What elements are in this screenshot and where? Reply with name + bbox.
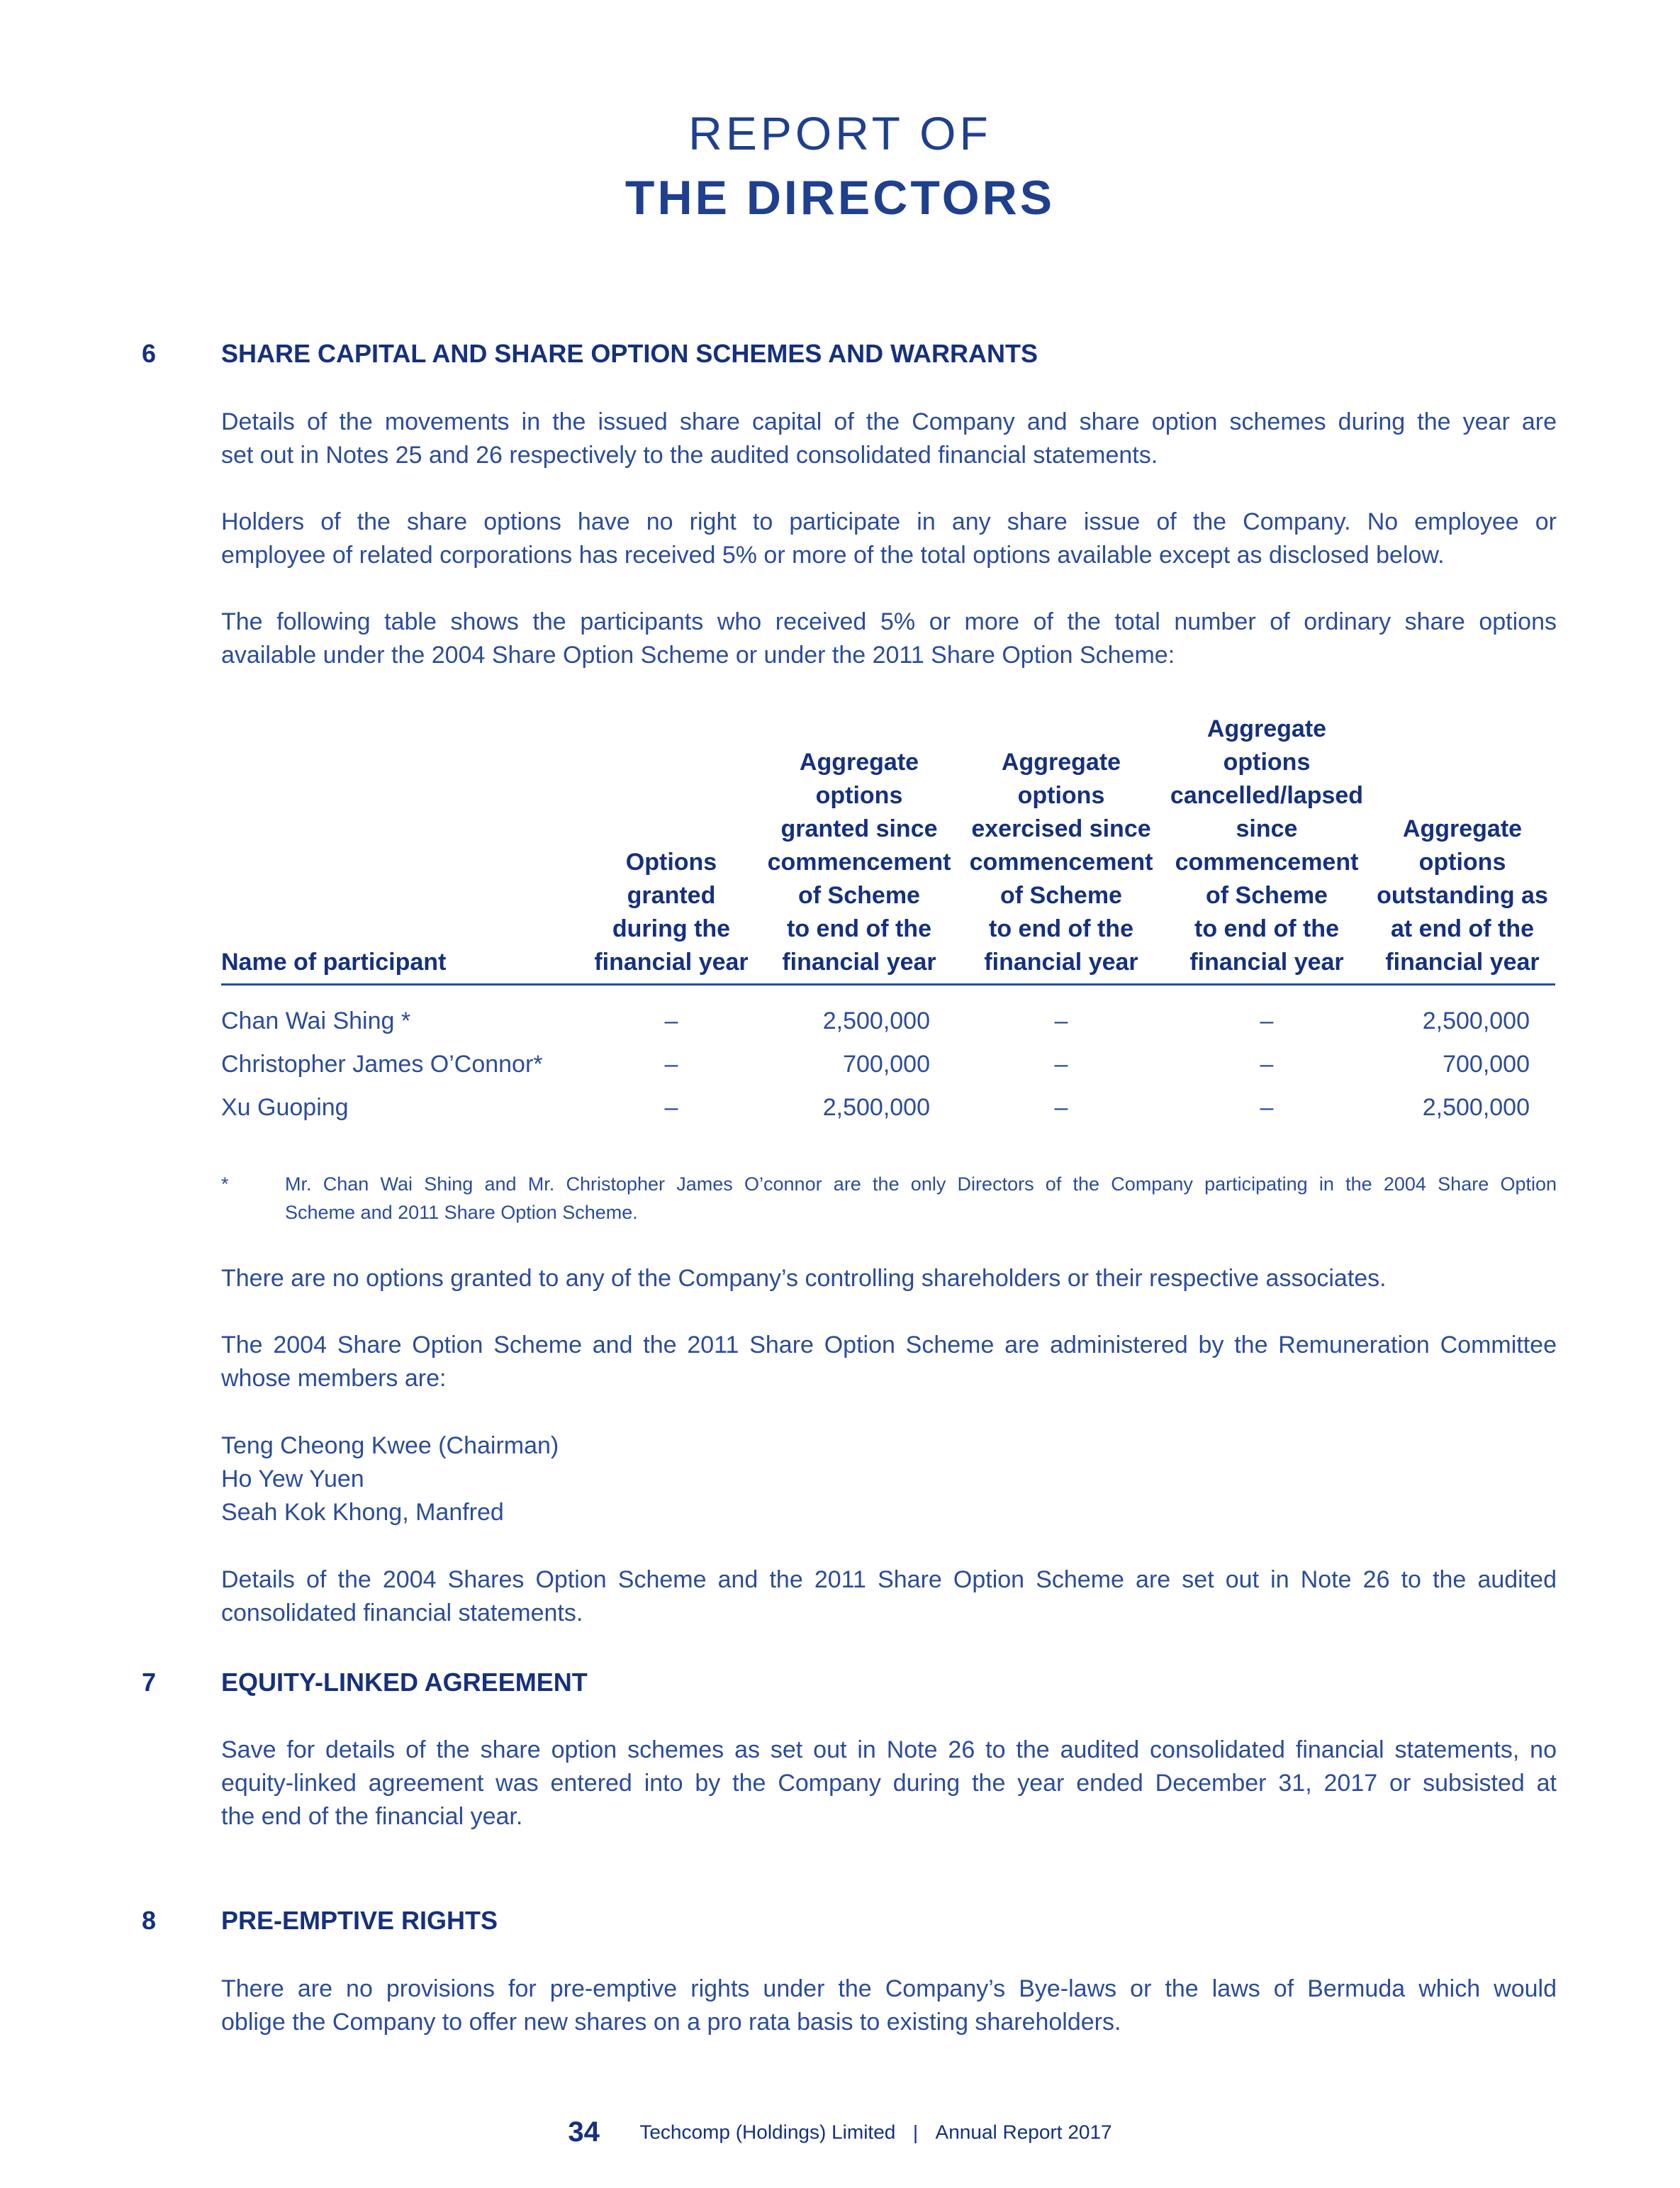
company-name: Techcomp (Holdings) Limited (639, 2121, 896, 2143)
text-line: equity-linked agreement was entered into by the Company during the year ended December 31, 2017 or subsisted at (221, 1770, 1557, 1797)
cell-aggregate-exercised: – (1054, 1094, 1068, 1121)
cell-aggregate-cancelled: – (1260, 1051, 1274, 1078)
col-header-aggregate-cancelled (1164, 713, 1370, 985)
col-header-aggregate-outstanding (1370, 713, 1555, 985)
cell-aggregate-exercised: – (1054, 1051, 1068, 1078)
s6-paragraph-2 (221, 506, 1557, 572)
member-name: Teng Cheong Kwee (Chairman) (221, 1432, 559, 1459)
header-text: options (1017, 782, 1105, 809)
committee-members (221, 1429, 559, 1529)
col-header-aggregate-exercised (958, 713, 1164, 985)
cell-aggregate-outstanding: 700,000 (1443, 1051, 1530, 1078)
header-text: of Scheme (798, 882, 920, 909)
s7-paragraph-1 (221, 1734, 1557, 1833)
header-text: options (1418, 849, 1506, 876)
header-text: commencement (1175, 849, 1359, 876)
member-name: Ho Yew Yuen (221, 1466, 364, 1492)
text-line: Scheme and 2011 Share Option Scheme. (285, 1202, 638, 1223)
header-text: options (815, 782, 903, 809)
section-8-number: 8 (142, 1906, 157, 1935)
header-text: to end of the (989, 915, 1133, 942)
header-text: financial year (984, 949, 1138, 976)
header-text: to end of the (787, 915, 931, 942)
header-text: at end of the (1390, 915, 1535, 942)
header-text: Aggregate (799, 749, 919, 776)
header-text: granted (627, 882, 716, 909)
text-line: consolidated financial statements. (221, 1600, 583, 1626)
table-row (221, 1043, 1555, 1086)
page-number: 34 (568, 2116, 600, 2148)
header-text: to end of the (1194, 915, 1339, 942)
header-text: Aggregate (1206, 715, 1327, 742)
report-name: Annual Report 2017 (935, 2121, 1112, 2143)
header-text: exercised since (971, 815, 1151, 842)
participant-name: Chan Wai Shing * (221, 1008, 411, 1034)
section-6-title: SHARE CAPITAL AND SHARE OPTION SCHEMES AND WARRANTS (221, 339, 1038, 368)
page-footer (0, 2116, 1680, 2148)
text-line: set out in Notes 25 and 26 respectively to the audited consolidated financial statements. (221, 442, 1158, 469)
header-text: financial year (594, 949, 749, 976)
text-line: Mr. Chan Wai Shing and Mr. Christopher James O’connor are the only Directors of the Company participating in the 2004 Share Option (285, 1173, 1557, 1195)
header-text: since (1236, 815, 1298, 842)
section-7-title: EQUITY-LINKED AGREEMENT (221, 1668, 588, 1697)
col-header-granted-during-year (583, 713, 760, 985)
header-text: Name of participant (221, 949, 447, 976)
text-line: The following table shows the participants who received 5% or more of the total number of ordinary share options (221, 608, 1557, 635)
header-text: during the (612, 915, 731, 942)
text-line: oblige the Company to offer new shares on a pro rata basis to existing shareholders. (221, 2009, 1121, 2036)
participant-name: Xu Guoping (221, 1094, 349, 1121)
text-line: employee of related corporations has received 5% or more of the total options available except as disclosed below. (221, 542, 1445, 569)
col-header-aggregate-granted (760, 713, 958, 985)
report-title-line1: REPORT OF (688, 107, 992, 160)
header-text: Aggregate (1402, 815, 1523, 842)
section-8-title: PRE-EMPTIVE RIGHTS (221, 1906, 498, 1935)
table-row (221, 1086, 1555, 1129)
cell-aggregate-cancelled: – (1260, 1094, 1274, 1121)
text-line: Details of the movements in the issued share capital of the Company and share option schemes during the year are (221, 408, 1557, 435)
cell-aggregate-outstanding: 2,500,000 (1422, 1008, 1530, 1034)
header-text: financial year (1385, 949, 1540, 976)
header-text: cancelled/lapsed (1170, 782, 1364, 809)
header-text: Options (625, 849, 717, 876)
cell-aggregate-cancelled: – (1260, 1008, 1274, 1034)
text-line: whose members are: (221, 1365, 447, 1392)
cell-aggregate-granted: 700,000 (843, 1051, 930, 1078)
cell-aggregate-granted: 2,500,000 (822, 1008, 930, 1034)
s6-paragraph-6 (221, 1563, 1557, 1630)
table-header-row (221, 713, 1555, 985)
footnote-text (285, 1170, 1557, 1227)
s6-paragraph-5 (221, 1329, 1557, 1395)
header-text: commencement (767, 849, 951, 876)
cell-aggregate-granted: 2,500,000 (822, 1094, 930, 1121)
text-line: Holders of the share options have no right to participate in any share issue of the Company. No employee or (221, 508, 1557, 535)
header-text: granted since (780, 815, 938, 842)
cell-aggregate-outstanding: 2,500,000 (1422, 1094, 1530, 1121)
text-line: Save for details of the share option schemes as set out in Note 26 to the audited consolidated financial statements, no (221, 1736, 1557, 1763)
section-7-number: 7 (142, 1668, 157, 1697)
header-text: outstanding as (1377, 882, 1548, 909)
text-line: available under the 2004 Share Option Scheme or under the 2011 Share Option Scheme: (221, 642, 1175, 669)
text-line: Details of the 2004 Shares Option Scheme and the 2011 Share Option Scheme are set out in Note 26 to the audited (221, 1566, 1557, 1593)
header-text: financial year (1189, 949, 1344, 976)
section-6-number: 6 (142, 339, 157, 368)
s6-paragraph-1 (221, 406, 1557, 472)
share-options-table (221, 713, 1555, 1129)
header-text: financial year (782, 949, 936, 976)
text-line: The 2004 Share Option Scheme and the 2011 Share Option Scheme are administered by the Remuneration Committee (221, 1332, 1557, 1358)
header-text: of Scheme (1206, 882, 1328, 909)
cell-aggregate-exercised: – (1054, 1008, 1068, 1034)
text-line: the end of the financial year. (221, 1803, 523, 1830)
cell-granted-during-year: – (664, 1094, 678, 1121)
col-header-name (221, 713, 583, 985)
cell-granted-during-year: – (664, 1051, 678, 1078)
member-name: Seah Kok Khong, Manfred (221, 1499, 504, 1526)
s6-paragraph-4: There are no options granted to any of the Company’s controlling shareholders or their respective associates. (221, 1265, 1387, 1292)
footnote-marker: * (221, 1173, 229, 1195)
s8-paragraph-1 (221, 1972, 1557, 2039)
text-line: There are no provisions for pre-emptive rights under the Company’s Bye-laws or the laws of Bermuda which would (221, 1975, 1557, 2002)
participant-name: Christopher James O’Connor* (221, 1051, 543, 1078)
cell-granted-during-year: – (664, 1008, 678, 1034)
header-text: Aggregate (1001, 749, 1121, 776)
footer-separator: | (912, 2121, 919, 2143)
s6-paragraph-3 (221, 605, 1557, 672)
header-text: of Scheme (1000, 882, 1122, 909)
header-text: options (1223, 749, 1311, 776)
header-text: commencement (969, 849, 1153, 876)
table-footnote (221, 1170, 1557, 1227)
report-title-line2: THE DIRECTORS (625, 171, 1055, 225)
table-row (221, 985, 1555, 1044)
